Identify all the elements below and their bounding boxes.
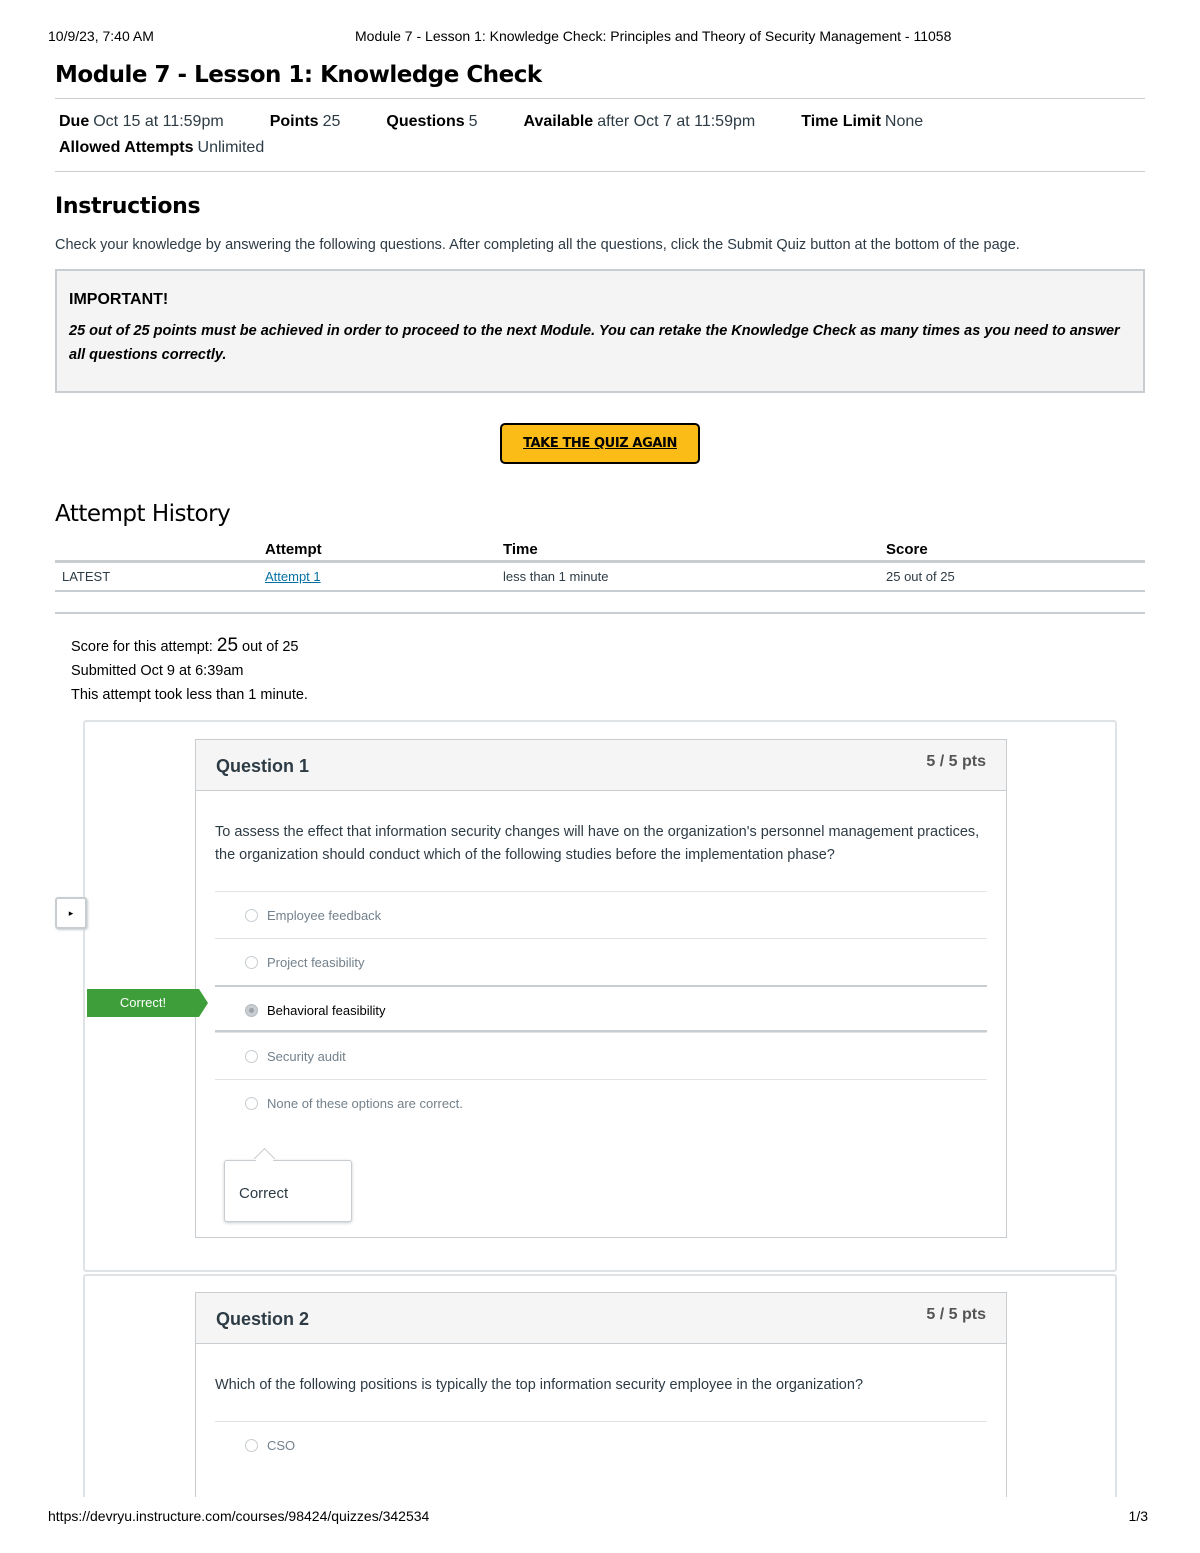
- attempt-score-line: Score for this attempt: 25 out of 25: [71, 635, 299, 656]
- radio-button-selected[interactable]: [245, 1004, 258, 1017]
- instructions-text: Check your knowledge by answering the following questions. After completing all the questions, click the Submit Quiz button at the bottom of the page.: [55, 237, 1020, 253]
- submitted-line: Submitted Oct 9 at 6:39am: [71, 663, 244, 679]
- correct-flag-label: Correct!: [87, 989, 199, 1017]
- attempt-link[interactable]: Attempt 1: [265, 569, 321, 584]
- attempt-time: less than 1 minute: [503, 562, 886, 592]
- print-doc-title: Module 7 - Lesson 1: Knowledge Check: Principles and Theory of Security Management - 11058: [355, 28, 952, 44]
- question-name: Question 1: [216, 756, 310, 776]
- divider: [55, 612, 1145, 614]
- attempt-status: LATEST: [55, 562, 265, 592]
- print-header: [48, 28, 1152, 48]
- answer-option[interactable]: Security audit: [215, 1032, 987, 1079]
- take-quiz-again-button[interactable]: TAKE THE QUIZ AGAIN: [500, 423, 700, 464]
- radio-button[interactable]: [245, 1439, 258, 1452]
- question-name: Question 2: [216, 1309, 310, 1329]
- meta-points: Points 25: [269, 113, 341, 130]
- instructions-heading: Instructions: [55, 194, 201, 219]
- answer-comment: Correct: [224, 1160, 352, 1222]
- quiz-content: [55, 58, 1145, 707]
- answer-option-selected[interactable]: Behavioral feasibility: [215, 985, 987, 1032]
- flag-arrow-icon: [199, 989, 208, 1017]
- attempt-summary: [55, 634, 1145, 707]
- question-frame: [83, 1274, 1117, 1514]
- important-callout: [55, 269, 1145, 393]
- answer-list: [215, 1421, 987, 1468]
- expand-arrow-icon[interactable]: ▸: [55, 897, 87, 929]
- meta-allowed-attempts: Allowed Attempts Unlimited: [59, 139, 265, 156]
- meta-time-limit: Time Limit None: [801, 113, 924, 130]
- important-body: 25 out of 25 points must be achieved in order to proceed to the next Module. You can retake the Knowledge Check as many times as you need to answer all questions correctly.: [69, 323, 1120, 363]
- column-header-time: Time: [503, 537, 886, 562]
- divider: [55, 171, 1145, 172]
- answer-option[interactable]: Project feasibility: [215, 938, 987, 985]
- column-header-score: Score: [886, 537, 1145, 562]
- question-text: Which of the following positions is typically the top information security employee in the organization?: [215, 1377, 864, 1393]
- question-points: 5 / 5 pts: [926, 753, 986, 770]
- print-url: https://devryu.instructure.com/courses/98424/quizzes/342534: [48, 1508, 430, 1524]
- duration-line: This attempt took less than 1 minute.: [71, 687, 308, 703]
- question-2: [195, 1292, 1007, 1532]
- meta-available: Available after Oct 7 at 11:59pm: [523, 113, 756, 130]
- table-row: [55, 562, 1145, 592]
- question-points: 5 / 5 pts: [926, 1306, 986, 1323]
- question-text: To assess the effect that information security changes will have on the organization's personnel management practices, the organization should conduct which of the following studies before the implementation phase?: [215, 824, 980, 863]
- column-header: [55, 537, 265, 562]
- radio-button[interactable]: [245, 956, 258, 969]
- attempt-history-table: [55, 537, 1145, 592]
- radio-button[interactable]: [245, 909, 258, 922]
- question-header: [196, 740, 1006, 791]
- column-header-attempt: Attempt: [265, 537, 503, 562]
- meta-due: Due Oct 15 at 11:59pm: [59, 113, 224, 130]
- attempt-score-value: 25: [216, 635, 239, 656]
- important-heading: IMPORTANT!: [69, 291, 169, 308]
- answer-list: [215, 891, 987, 1126]
- print-footer: [48, 1508, 1148, 1528]
- attempt-score: 25 out of 25: [886, 562, 1145, 592]
- meta-questions: Questions 5: [386, 113, 478, 130]
- correct-answer-flag: [87, 989, 208, 1017]
- attempt-history-heading: Attempt History: [55, 501, 231, 527]
- radio-button[interactable]: [245, 1050, 258, 1063]
- answer-option[interactable]: Employee feedback: [215, 891, 987, 938]
- page-title: Module 7 - Lesson 1: Knowledge Check: [55, 62, 542, 88]
- question-header: [196, 1293, 1006, 1344]
- print-date: 10/9/23, 7:40 AM: [48, 28, 154, 44]
- answer-option[interactable]: None of these options are correct.: [215, 1079, 987, 1126]
- quiz-meta: [55, 99, 1145, 171]
- answer-option[interactable]: CSO: [215, 1421, 987, 1468]
- radio-button[interactable]: [245, 1097, 258, 1110]
- print-page-number: 1/3: [1128, 1508, 1148, 1524]
